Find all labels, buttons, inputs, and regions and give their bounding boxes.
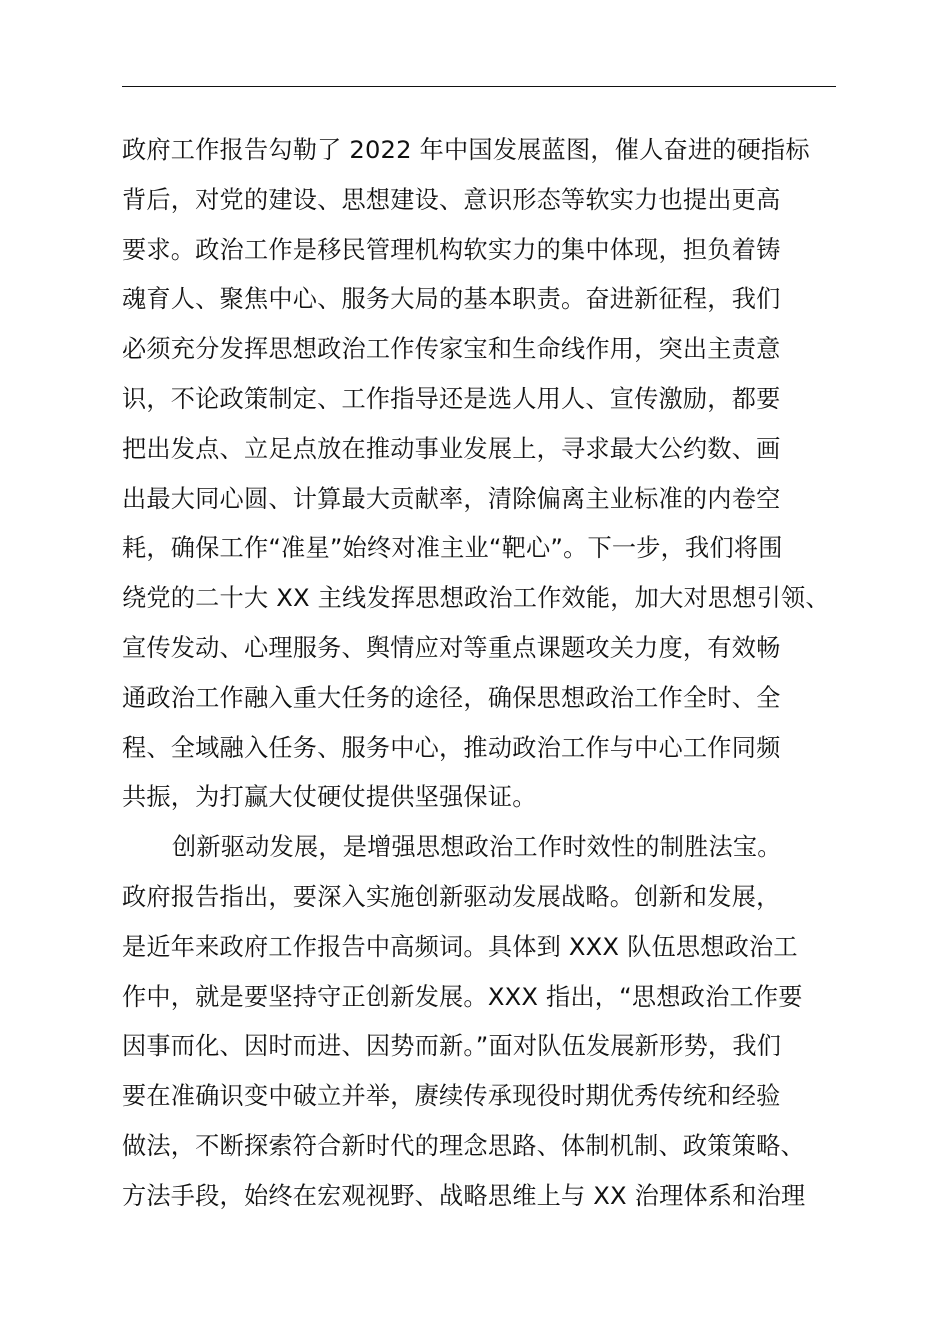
paragraph-line: 把出发点、立足点放在推动事业发展上，寻求最大公约数、画 bbox=[122, 434, 781, 463]
paragraph-line: 是近年来政府工作报告中高频词。具体到 XXX 队伍思想政治工 bbox=[122, 932, 798, 961]
paragraph-line: 宣传发动、心理服务、舆情应对等重点课题攻关力度，有效畅 bbox=[122, 633, 781, 662]
paragraph-line: 因事而化、因时而进、因势而新。”面对队伍发展新形势，我们 bbox=[122, 1032, 782, 1061]
paragraph-line: 通政治工作融入重大任务的途径，确保思想政治工作全时、全 bbox=[122, 683, 781, 712]
paragraph-line: 要在准确识变中破立并举，赓续传承现役时期优秀传统和经验 bbox=[122, 1082, 781, 1111]
paragraph-line: 识，不论政策制定、工作指导还是选人用人、宣传激励，都要 bbox=[122, 384, 781, 413]
paragraph-first-line: 创新驱动发展，是增强思想政治工作时效性的制胜法宝。 bbox=[172, 833, 782, 862]
paragraph-line: 魂育人、聚焦中心、服务大局的基本职责。奋进新征程，我们 bbox=[122, 285, 781, 314]
paragraph-line: 要求。政治工作是移民管理机构软实力的集中体现，担负着铸 bbox=[122, 235, 781, 264]
paragraph-line: 耗，确保工作“准星”始终对准主业“靶心”。下一步，我们将围 bbox=[122, 534, 783, 563]
paragraph-line: 作中，就是要坚持守正创新发展。XXX 指出，“思想政治工作要 bbox=[122, 982, 803, 1011]
paragraph-line: 绕党的二十大 XX 主线发挥思想政治工作效能，加大对思想引领、 bbox=[122, 584, 830, 613]
paragraph-line: 出最大同心圆、计算最大贡献率，清除偏离主业标准的内卷空 bbox=[122, 484, 781, 513]
paragraph-line: 做法，不断探索符合新时代的理念思路、体制机制、政策策略、 bbox=[122, 1131, 805, 1160]
paragraph-line: 政府报告指出，要深入实施创新驱动发展战略。创新和发展， bbox=[122, 882, 781, 911]
paragraph-line: 必须充分发挥思想政治工作传家宝和生命线作用，突出主责意 bbox=[122, 335, 781, 364]
document-body bbox=[122, 126, 852, 1222]
paragraph-line: 程、全域融入任务、服务中心，推动政治工作与中心工作同频 bbox=[122, 733, 781, 762]
paragraph-line: 背后，对党的建设、思想建设、意识形态等软实力也提出更高 bbox=[122, 185, 781, 214]
paragraph-line: 政府工作报告勾勒了 2022 年中国发展蓝图，催人奋进的硬指标 bbox=[122, 136, 810, 164]
header-rule bbox=[122, 86, 836, 87]
paragraph-line: 方法手段，始终在宏观视野、战略思维上与 XX 治理体系和治理 bbox=[122, 1181, 806, 1210]
paragraph-line: 共振，为打赢大仗硬仗提供坚强保证。 bbox=[122, 783, 537, 812]
